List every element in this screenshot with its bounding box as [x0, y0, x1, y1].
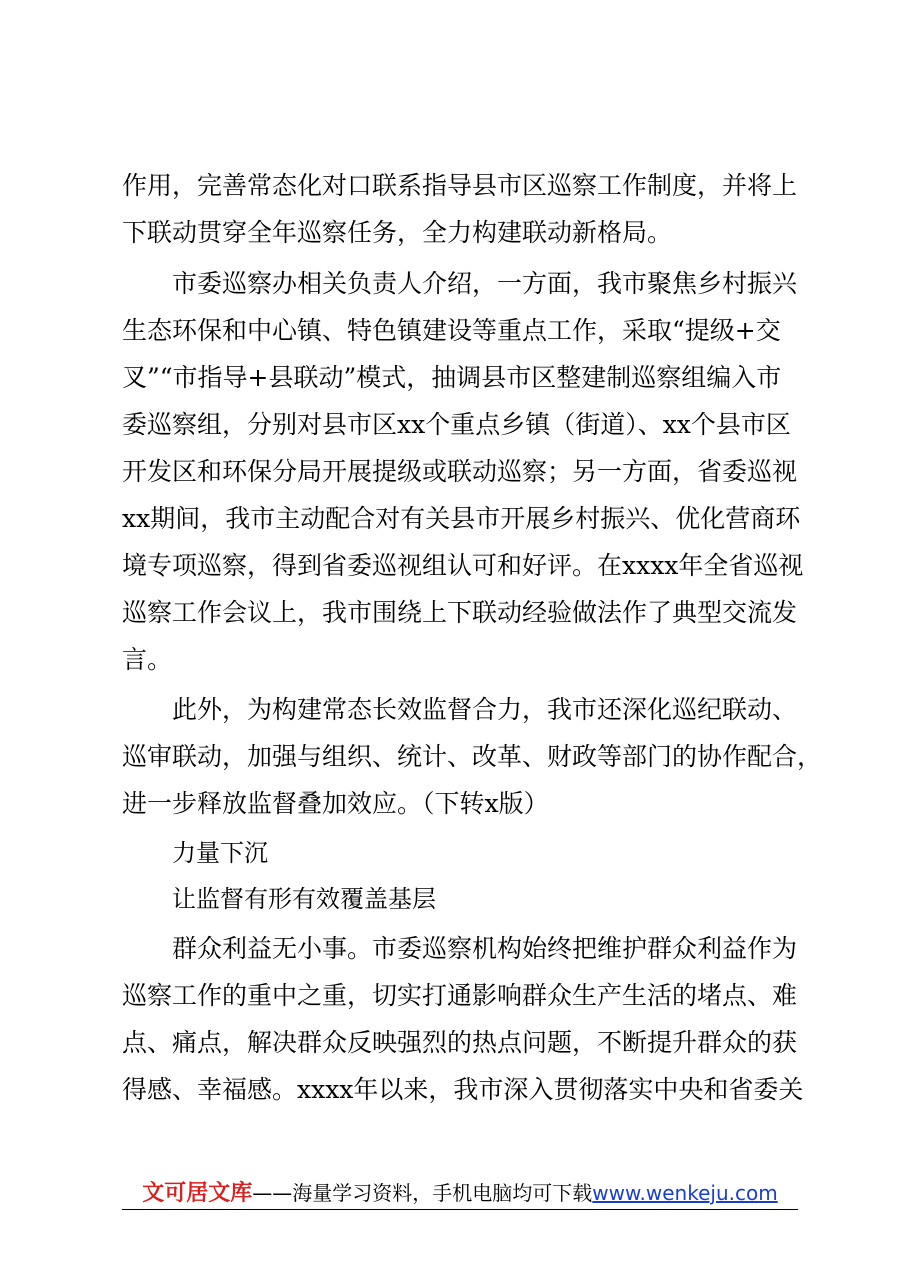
text-line: 进一步释放监督叠加效应。（下转x版） — [122, 789, 549, 818]
text-line: 叉”“市指导+县联动”模式，抽调县市区整建制巡察组编入市 — [122, 363, 782, 392]
text-line: 生态环保和中心镇、特色镇建设等重点工作，采取“提级+交 — [122, 316, 781, 345]
text-line: 巡审联动，加强与组织、统计、改革、财政等部门的协作配合， — [122, 742, 823, 771]
footer-slogan: ——海量学习资料，手机电脑均可下载 — [252, 1181, 593, 1205]
text-line: 巡察工作的重中之重，切实打通影响群众生产生活的堵点、难 — [122, 981, 798, 1010]
footer-site-link[interactable]: www.wenkeju.com — [592, 1181, 778, 1205]
footer-divider — [122, 1209, 798, 1210]
section-subheading: 让监督有形有效覆盖基层 — [172, 885, 436, 913]
text-line: 作用，完善常态化对口联系指导县市区巡察工作制度，并将上 — [122, 171, 798, 200]
footer-brand: 文可居文库 — [142, 1181, 253, 1206]
paragraph-masses-interest — [122, 925, 804, 1113]
text-line: 市委巡察办相关负责人介绍，一方面，我市聚焦乡村振兴 — [172, 269, 798, 298]
paragraph-continuation — [122, 162, 798, 256]
text-line: 开发区和环保分局开展提级或联动巡察；另一方面，省委巡视 — [122, 457, 798, 486]
text-line: 境专项巡察，得到省委巡视组认可和好评。在xxxx年全省巡视 — [122, 551, 804, 580]
section-heading: 力量下沉 — [172, 839, 268, 867]
paragraph-linkage-intro — [122, 260, 804, 683]
text-line: 下联动贯穿全年巡察任务，全力构建联动新格局。 — [122, 218, 673, 247]
text-line: xx期间，我市主动配合对有关县市开展乡村振兴、优化营商环 — [122, 504, 801, 533]
text-line: 群众利益无小事。市委巡察机构始终把维护群众利益作为 — [172, 934, 798, 963]
page-footer — [122, 1176, 798, 1207]
text-line: 巡察工作会议上，我市围绕上下联动经验做法作了典型交流发 — [122, 598, 798, 627]
text-line: 言。 — [122, 645, 173, 674]
text-line: 此外，为构建常态长效监督合力，我市还深化巡纪联动、 — [172, 695, 798, 724]
text-line: 委巡察组，分别对县市区xx个重点乡镇（街道）、xx个县市区 — [122, 410, 791, 439]
text-line: 点、痛点，解决群众反映强烈的热点问题，不断提升群众的获 — [122, 1028, 798, 1057]
paragraph-supervision — [122, 686, 823, 827]
text-line: 得感、幸福感。xxxx年以来，我市深入贯彻落实中央和省委关 — [122, 1075, 804, 1104]
